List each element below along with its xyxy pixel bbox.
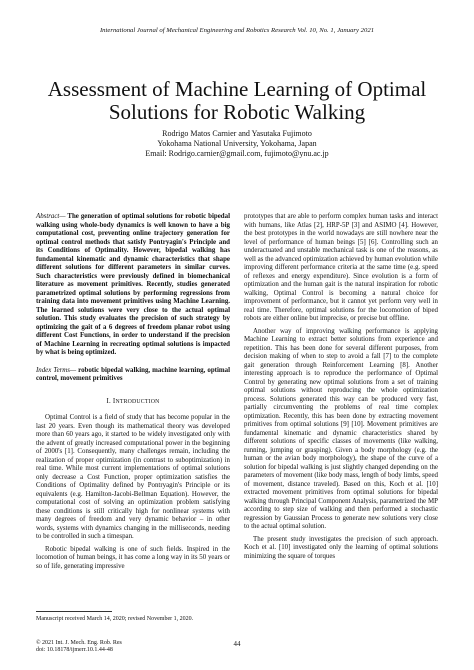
abstract [36, 213, 230, 358]
body-paragraph: Robotic bipedal walking is one of such fields. Inspired in the locomotion of human beings, it has come a long way in its 50 years or so of life, generating impressive [36, 545, 230, 570]
index-terms [36, 367, 230, 384]
author-affiliation: Yokohama National University, Yokohama, Japan [157, 139, 317, 148]
abstract-text: The generation of optimal solutions for robotic bipedal walking using whole-body dynamics is well known to have a big computational cost, preventing online trajectory generation for optimal control methods that satisfy Pontryagin's Principle and its Conditions of Optimality. However, bipedal walking has fundamental kinematic and dynamic characteristics that shape different solutions for different parameters in similar curves. Such characteristics were previously defined in biomechanical literature as movement primitives. Recently, studies generated parametrized optimal solutions by performing regressions from training data into movement primitives using Machine Learning. The learned solutions were very close to the actual optimal solution. This study evaluates the precision of such strategy by optimizing the gait of a 6 degrees of freedom planar robot using different Cost Functions, in order to understand if the precision of Machine Learning in recreating optimal solutions is impacted by what is being optimized. [36, 213, 230, 356]
footnote-divider [36, 611, 112, 612]
left-column [36, 213, 230, 571]
manuscript-footnote: Manuscript received March 14, 2020; revised November 1, 2020. [36, 616, 194, 622]
index-terms-text: robotic bipedal walking, machine learning, optimal control, movement primitives [36, 366, 230, 382]
right-column [244, 213, 438, 561]
abstract-label: Abstract— [36, 213, 66, 220]
copyright-line: © 2021 Int. J. Mech. Eng. Rob. Res [36, 640, 122, 646]
journal-header: International Journal of Mechanical Engineering and Robotics Research Vol. 10, No. 1, January 2021 [99, 27, 375, 34]
author-block [0, 129, 474, 159]
body-paragraph: The present study investigates the precision of such approach. Koch et al. [10] investigated only the learning of optimal solutions minimizing the square of torques [244, 535, 438, 560]
section-numeral: I. [106, 396, 111, 405]
author-email: Email: Rodrigo.carnier@gmail.com, fujimoto@ynu.ac.jp [145, 149, 329, 158]
body-paragraph: prototypes that are able to perform complex human tasks and interact with humans, like Atlas [2], HRP-5P [3] and ASIMO [4]. However, the best prototypes in the world nowadays are still nowhere near the level of performance of human beings [5] [6]. Controlling such an underactuated and unstable mechanical task is one of the reasons, as well as the advanced optimization achieved by human evolution while improving different performance criteria at the same time (e.g. speed of reflexes and energy expenditure). Since evolution is a form of optimization and the human gait is the natural inspiration for robotic walking, Optimal Control is becoming a natural choice for improvement of performance, but it cannot yet perform very well in real time. Therefore, optimal solutions for the locomotion of biped robots are either online but imprecise, or precise but offline. [244, 213, 438, 322]
doi-line: doi: 10.18178/ijmerr.10.1.44-48 [36, 647, 113, 654]
paper-title: Assessment of Machine Learning of Optimal Solutions for Robotic Walking [47, 77, 427, 124]
section-heading-introduction [36, 397, 230, 407]
index-terms-label: Index Terms— [36, 366, 77, 374]
page-number: 44 [233, 640, 241, 648]
section-title-rest: NTRODUCTION [115, 398, 160, 405]
body-paragraph: Optimal Control is a field of study that has become popular in the last 20 years. Even though its mathematical theory was developed more than 60 years ago, it started to be widely investigated only with the advent of greatly increased computational power in the beginning of 2000's [1]. Consequently, many challenges remain, including the realization of proper optimization (in contrast to suboptimization) in real time. While most current implementations of optimal solutions only decrease a Cost Function, proper optimization satisfies the Conditions of Optimality defined by Pontryagin's Principle or its equivalents (e.g. Hamilton-Jacobi-Bellman Equation). However, the computational cost of solving an optimization problem satisfying these conditions is still critically high for nonlinear systems with many degrees of freedom and very dynamic behavior – in other words, systems with dynamics changing in the milliseconds, needing to be controlled in such a timespan. [36, 414, 230, 540]
author-names: Rodrigo Matos Carnier and Yasutaka Fujimoto [162, 129, 312, 138]
body-paragraph: Another way of improving walking performance is applying Machine Learning to extract better solutions from experience and repetition. This has been done for several different purposes, from decision making of when to step to avoid a fall [7] to the complete gait generation through Reinforcement Learning [8]. Another interesting approach is to reproduce the performance of Optimal Control by generating new optimal solutions from a set of training optimal solutions without reproducing the whole optimization process. Solutions generated this way can be produced very fast, partially circumventing the problems of real time complex optimization. Recently, this has been done by extracting movement primitives from optimal solutions [9] [10]. Movement primitives are fundamental kinematic and dynamic characteristics shared by different solutions of specific classes of movements (like walking, running, jumping or grasping). Given a body morphology (e.g. the human or the avian body morphology), the shape of the curve of a solution for bipedal walking is just slightly changed depending on the parameters of movement (like body mass, length of body limbs, speed of movement, distance traveled). Based on this, Koch et al. [10] extracted movement primitives from optimal solutions for bipedal walking through Principal Component Analysis, parametrized the MP according to step size of walking and then performed a stochastic regression by Gaussian Process to generate new solutions very close to the actual optimal solution. [244, 327, 438, 530]
section-title-initial: I [112, 396, 116, 405]
